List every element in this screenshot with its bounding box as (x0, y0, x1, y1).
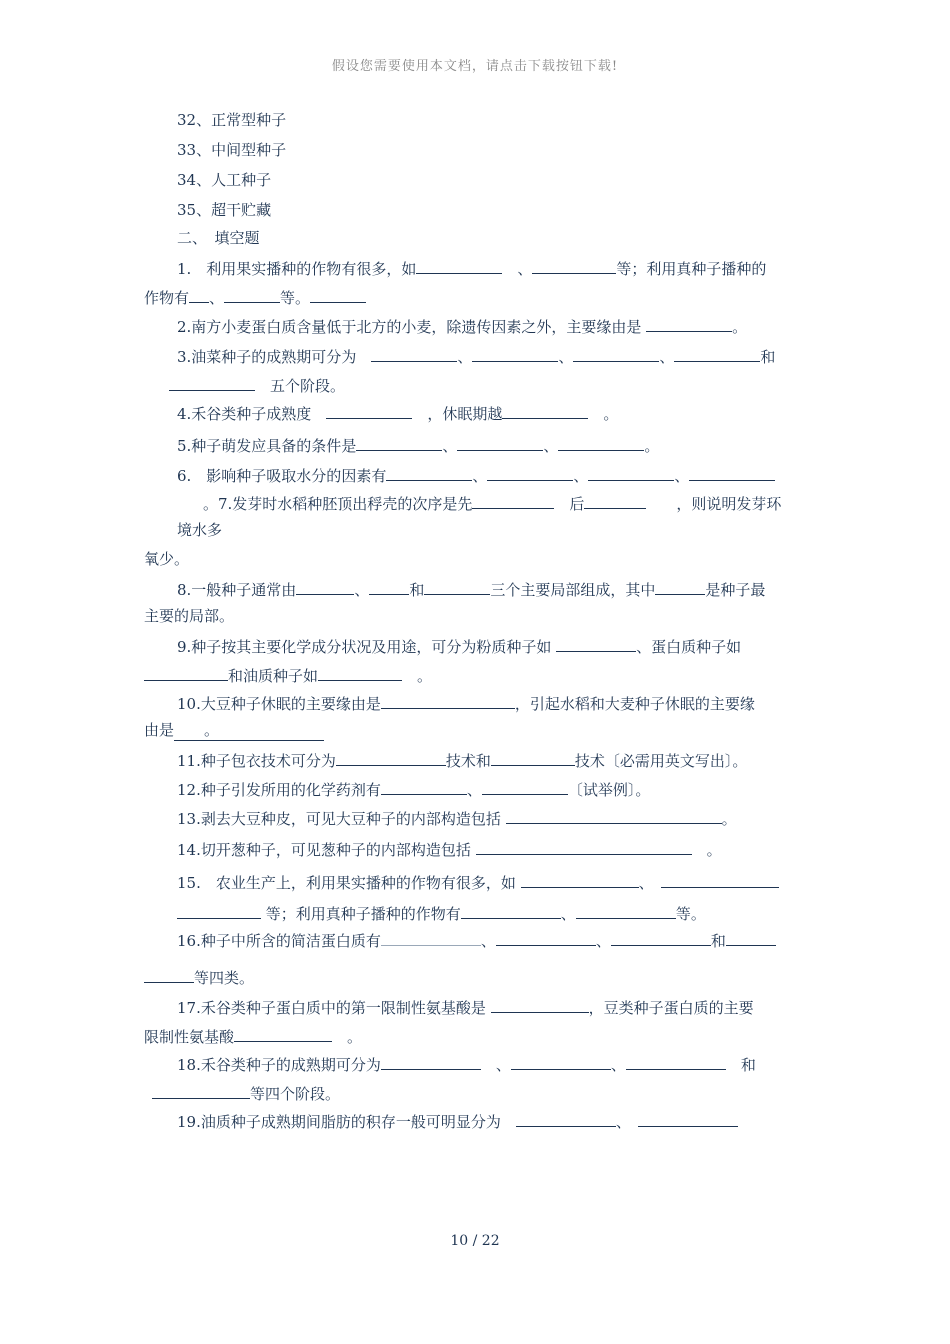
question-7-line-1: 。7.发芽时水稻种胚顶出稃壳的次序是先 后 ，则说明发芽环 (203, 492, 781, 514)
question-16-line-2: 等四类。 (144, 966, 254, 988)
section-title: 二、 填空题 (177, 229, 260, 247)
term-32: 32、正常型种子 (177, 111, 287, 129)
term-34: 34、人工种子 (177, 171, 272, 189)
question-1-line-1: 1. 利用果实播种的作物有很多，如 、 等；利用真种子播种的 (177, 257, 766, 279)
question-2: 2.南方小麦蛋白质含量低于北方的小麦，除遗传因素之外，主要缘由是 。 (177, 315, 747, 337)
question-14: 14.切开葱种子，可见葱种子的内部构造包括 。 (177, 838, 722, 860)
question-17-line-1: 17.禾谷类种子蛋白质中的第一限制性氨基酸是 ，豆类种子蛋白质的主要 (177, 996, 754, 1018)
question-8-line-1: 8.一般种子通常由 、 和 三个主要局部组成，其中 是种子最 (177, 578, 765, 600)
term-35: 35、超干贮藏 (177, 201, 272, 219)
question-12: 12.种子引发所用的化学药剂有 、 〔试举例〕。 (177, 778, 650, 800)
question-9-line-1: 9.种子按其主要化学成分状况及用途，可分为粉质种子如 、蛋白质种子如 (177, 635, 741, 657)
question-9-line-2: 和油质种子如 。 (144, 664, 432, 686)
question-1-line-2: 作物有 、 等。 (144, 286, 366, 308)
question-4: 4.禾谷类种子成熟度 ，休眠期越 。 (177, 402, 618, 424)
question-7-line-3: 氧少。 (144, 550, 190, 568)
question-3-line-1: 3.油菜种子的成熟期可分为 、 、 、 和 (177, 345, 775, 367)
question-10-line-1: 10.大豆种子休眠的主要缘由是 ，引起水稻和大麦种子休眠的主要缘 (177, 692, 755, 714)
term-33: 33、中间型种子 (177, 141, 287, 159)
question-13: 13.剥去大豆种皮，可见大豆种子的内部构造包括 。 (177, 807, 737, 829)
question-16-line-1: 16.种子中所含的简洁蛋白质有 、 、 和 (177, 929, 776, 951)
question-17-line-2: 限制性氨基酸 。 (144, 1025, 362, 1047)
download-notice: 假设您需要使用本文档，请点击下载按钮下载! (331, 59, 619, 74)
question-6: 6. 影响种子吸取水分的因素有 、 、 、 (177, 464, 775, 486)
question-11: 11.种子包衣技术可分为 技术和 技术〔必需用英文写出〕。 (177, 749, 747, 771)
question-3-line-2: 五个阶段。 (169, 374, 345, 396)
question-18-line-1: 18.禾谷类种子的成熟期可分为 、 、 和 (177, 1053, 756, 1075)
question-15-line-1: 15. 农业生产上，利用果实播种的作物有很多，如 、 (177, 871, 779, 893)
question-8-line-2: 主要的局部。 (144, 607, 235, 625)
question-7-line-2: 境水多 (177, 521, 223, 539)
question-19: 19.油质种子成熟期间脂肪的积存一般可明显分为 、 (177, 1110, 738, 1132)
question-18-line-2: 等四个阶段。 (152, 1082, 340, 1104)
question-15-line-2: 等；利用真种子播种的作物有 、 等。 (177, 902, 706, 924)
page-number: 10 / 22 (450, 1233, 500, 1249)
question-10-end: 。 (204, 721, 220, 739)
question-5: 5.种子萌发应具备的条件是 、 、 。 (177, 434, 659, 456)
question-10-line-2: 由是 (144, 720, 324, 741)
